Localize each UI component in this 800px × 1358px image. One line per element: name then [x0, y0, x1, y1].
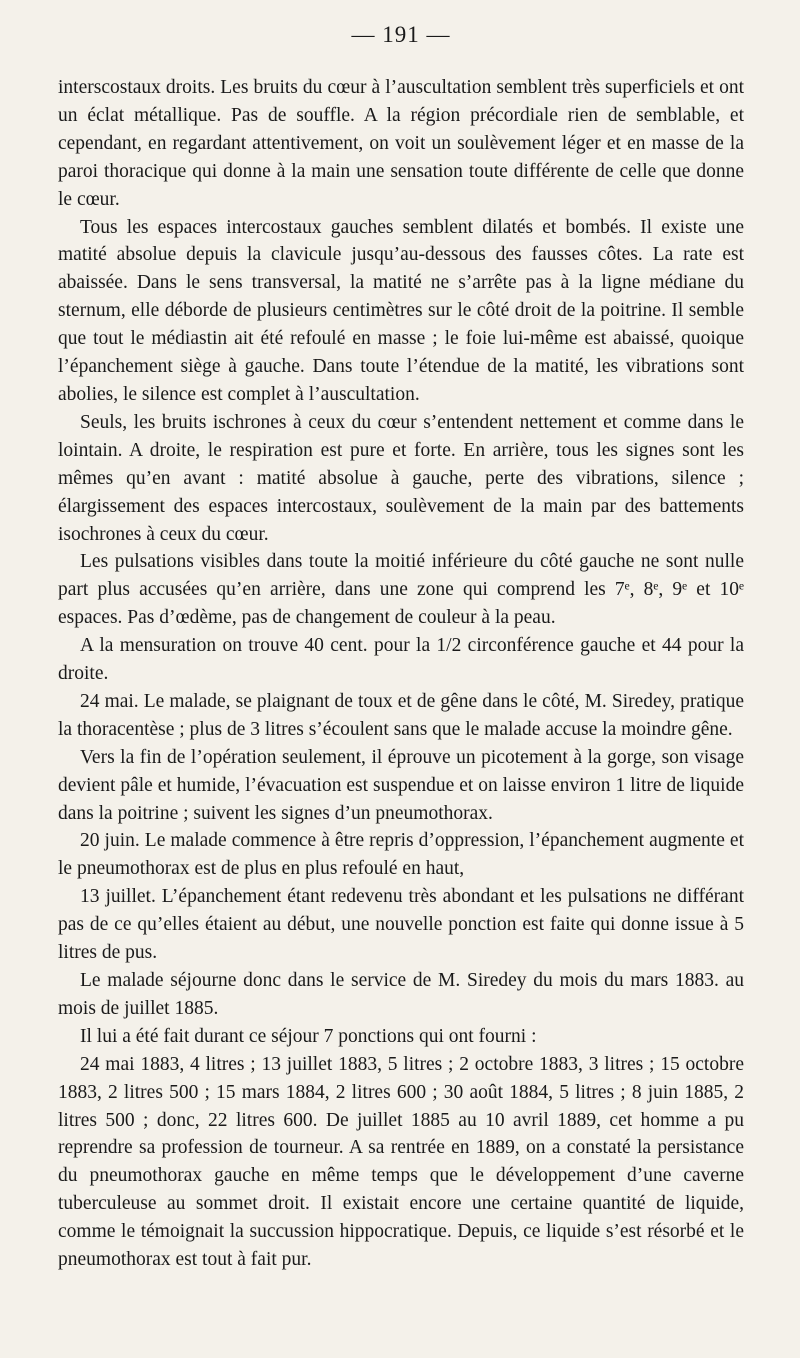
paragraph: 24 mai. Le malade, se plaignant de toux et de gêne dans le côté, M. Siredey, pratique la thoracentèse ; plus de 3 litres s’écoulent sans que le malade accuse la moindre gêne.	[58, 690, 744, 740]
paragraph: 24 mai 1883, 4 litres ; 13 juillet 1883, 5 litres ; 2 octobre 1883, 3 litres ; 15 octobre 1883, 2 litres 500 ; 15 mars 1884, 2 litres 600 ; 30 août 1884, 5 litres ; 8 juin 1885, 2 litres 500 ; donc, 22 litres 600. De juillet 1885 au 10 avril 1889, cet homme a pu reprendre sa profession de tourneur. A sa rentrée en 1889, on a constaté la persistance du pneumothorax gauche en même temps que le développement d’une caverne tuberculeuse au sommet droit. Il existait encore une certaine quantité de liquide, comme le témoignait la succussion hippocratique. Depuis, ce liquide s’est résorbé et le pneumothorax est tout à fait pur.	[58, 1053, 744, 1271]
document-page	[58, 0, 744, 1274]
paragraph: Le malade séjourne donc dans le service de M. Siredey du mois du mars 1883. au mois de juillet 1885.	[58, 970, 744, 1019]
paragraph: 13 juillet. L’épanchement étant redevenu très abondant et les pulsations ne différant pas de ce qu’elles étaient au début, une nouvelle ponction est faite qui donne issue à 5 litres de pus.	[58, 886, 744, 964]
paragraph: A la mensuration on trouve 40 cent. pour la 1/2 circonférence gauche et 44 pour la droite.	[58, 635, 744, 685]
paragraph: Seuls, les bruits ischrones à ceux du cœur s’entendent nettement et comme dans le lointain. A droite, le respiration est pure et forte. En arrière, tous les signes sont les mêmes qu’en avant : matité absolue à gauche, perte des vibrations, silence ; élargissement des espaces intercostaux, soulèvement de la main par des battements isochrones à ceux du cœur.	[58, 411, 744, 545]
paragraph: Vers la fin de l’opération seulement, il éprouve un picotement à la gorge, son visage devient pâle et humide, l’évacuation est suspendue et on laisse environ 1 litre de liquide dans la poitrine ; suivent les signes d’un pneumothorax.	[58, 746, 744, 824]
paragraph: Tous les espaces intercostaux gauches semblent dilatés et bombés. Il existe une matité absolue depuis la clavicule jusqu’au-dessous des fausses côtes. La rate est abaissée. Dans le sens transversal, la matité ne s’arrête pas à la ligne médiane du sternum, elle déborde de plusieurs centimètres sur le côté droit de la poitrine. Il semble que tout le médiastin ait été refoulé en masse ; le foie lui-même est abaissé, quoique l’épanchement siège à gauche. Dans toute l’étendue de la matité, les vibrations sont abolies, le silence est complet à l’auscultation.	[58, 216, 744, 405]
paragraph: interscostaux droits. Les bruits du cœur à l’auscultation semblent très superficiels et ont un éclat métallique. Pas de souffle. A la région précordiale rien de semblable, et cependant, en regardant attentivement, on voit un soulèvement léger et en masse de la paroi thoracique qui donne à la main une sensation toute différente de celle que donne le cœur.	[58, 77, 744, 210]
paragraph: Il lui a été fait durant ce séjour 7 ponctions qui ont fourni :	[80, 1025, 537, 1047]
paragraph: Les pulsations visibles dans toute la moitié inférieure du côté gauche ne sont nulle part plus accusées qu’en arrière, dans une zone qui comprend les 7ᵉ, 8ᵉ, 9ᵉ et 10ᵉ espaces. Pas d’œdème, pas de changement de couleur à la peau.	[58, 551, 744, 629]
body-text	[58, 74, 744, 1274]
paragraph: 20 juin. Le malade commence à être repris d’oppression, l’épanchement augmente et le pneumothorax est de plus en plus refoulé en haut,	[58, 830, 744, 880]
page-number: — 191 —	[351, 22, 451, 47]
